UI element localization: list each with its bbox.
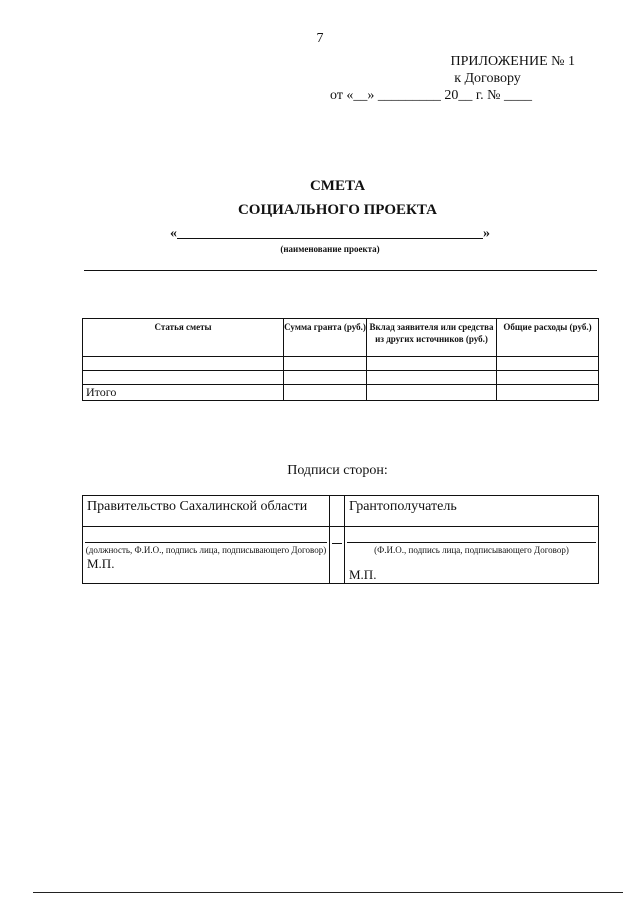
table-cell	[83, 357, 284, 371]
total-row	[83, 385, 599, 401]
bottom-edge-line	[33, 892, 623, 893]
project-name-line	[170, 226, 500, 242]
gap-cell	[330, 527, 345, 584]
table-row	[83, 357, 599, 371]
left-signature-caption: (должность, Ф.И.О., подпись лица, подписывающего Договор)	[85, 545, 327, 555]
appendix-title: ПРИЛОЖЕНИЕ № 1	[450, 54, 575, 69]
budget-table	[82, 318, 599, 401]
table-cell	[284, 371, 367, 385]
right-signature-caption: (Ф.И.О., подпись лица, подписывающего Договор)	[374, 545, 569, 555]
header-applicant-contribution: Вклад заявителя или средства из других источников (руб.)	[367, 319, 497, 357]
table-cell	[83, 371, 284, 385]
signature-row	[83, 527, 599, 584]
gap-dash	[332, 543, 342, 544]
header-budget-item: Статья сметы	[83, 319, 284, 357]
gap-cell	[330, 496, 345, 527]
close-quote: »	[483, 226, 490, 241]
budget-header-row	[83, 319, 599, 357]
appendix-contract-ref: к Договору	[454, 71, 521, 86]
right-signature-cell	[345, 527, 599, 584]
header-total-expenses: Общие расходы (руб.)	[497, 319, 599, 357]
header-grant-amount: Сумма гранта (руб.)	[284, 319, 367, 357]
open-quote: «	[170, 226, 177, 241]
table-cell	[367, 385, 497, 401]
project-name-blank	[177, 238, 483, 239]
table-cell	[497, 371, 599, 385]
left-signature-line	[85, 542, 327, 543]
table-row	[83, 371, 599, 385]
left-party-cell	[83, 496, 330, 527]
table-cell	[497, 385, 599, 401]
left-party-name: Правительство Сахалинской области	[87, 499, 308, 514]
right-signature-line	[347, 542, 596, 543]
appendix-header	[330, 53, 575, 104]
signatures-title: Подписи сторон:	[287, 463, 388, 478]
appendix-date-line: от «__» _________ 20__ г. № ____	[330, 88, 532, 103]
table-cell	[284, 357, 367, 371]
horizontal-divider	[84, 270, 597, 271]
left-signature-cell	[83, 527, 330, 584]
right-party-name: Грантополучатель	[349, 499, 457, 514]
total-label: Итого	[83, 385, 284, 401]
table-cell	[497, 357, 599, 371]
table-cell	[367, 357, 497, 371]
table-cell	[367, 371, 497, 385]
left-stamp-label: М.П.	[87, 556, 115, 571]
right-party-cell	[345, 496, 599, 527]
document-subtitle: СОЦИАЛЬНОГО ПРОЕКТА	[237, 202, 438, 218]
right-stamp-label: М.П.	[349, 567, 377, 582]
party-row	[83, 496, 599, 527]
page-number: 7	[316, 31, 324, 46]
signatures-table	[82, 495, 599, 584]
project-name-caption: (наименование проекта)	[280, 244, 380, 254]
table-cell	[284, 385, 367, 401]
document-title: СМЕТА	[309, 178, 366, 194]
